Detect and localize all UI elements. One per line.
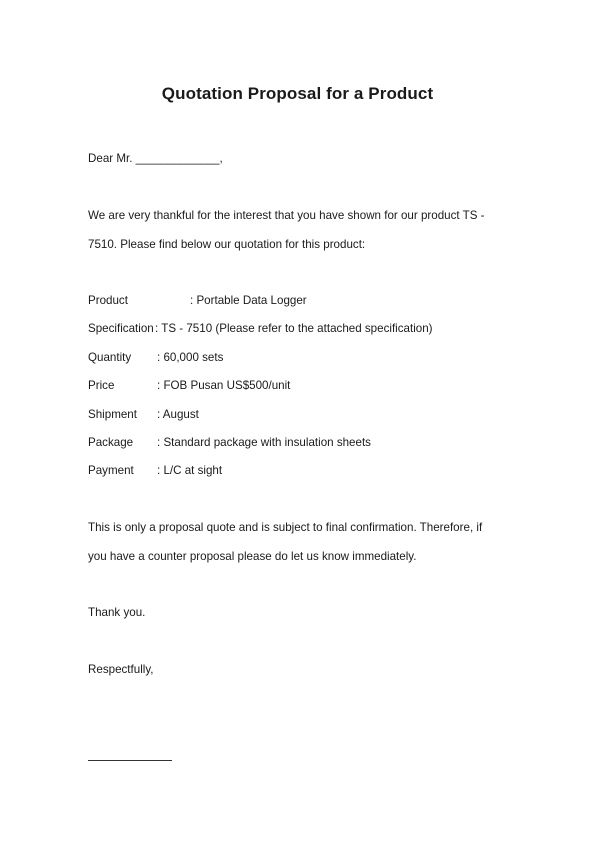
signoff-text: Respectfully, — [88, 663, 154, 676]
spec-value: : Portable Data Logger — [190, 294, 307, 307]
intro-line-2: 7510. Please find below our quotation for this product: — [88, 238, 366, 251]
salutation: Dear Mr. _____________, — [88, 152, 223, 165]
spec-label: Payment — [88, 464, 134, 477]
closing-line-2: you have a counter proposal please do let us know immediately. — [88, 550, 417, 563]
spec-label: Quantity — [88, 351, 132, 364]
spec-label: Price — [88, 379, 115, 392]
spec-label: Shipment — [88, 408, 137, 421]
spec-value: : August — [157, 408, 199, 421]
spec-value: : FOB Pusan US$500/unit — [157, 379, 291, 392]
document-title: Quotation Proposal for a Product — [161, 84, 434, 103]
closing-line-1: This is only a proposal quote and is subject to final confirmation. Therefore, if — [88, 521, 483, 534]
spec-label: Package — [88, 436, 134, 449]
intro-line-1: We are very thankful for the interest that you have shown for our product TS - — [88, 209, 485, 222]
spec-value: : Standard package with insulation sheets — [157, 436, 371, 449]
spec-value: : L/C at sight — [157, 464, 223, 477]
spec-value: : TS - 7510 (Please refer to the attached specification) — [155, 322, 433, 335]
spec-value: : 60,000 sets — [157, 351, 224, 364]
spec-label: Specification — [88, 322, 154, 335]
spec-label: Product — [88, 294, 128, 307]
thanks-text: Thank you. — [88, 606, 146, 619]
signature-line — [88, 760, 172, 761]
